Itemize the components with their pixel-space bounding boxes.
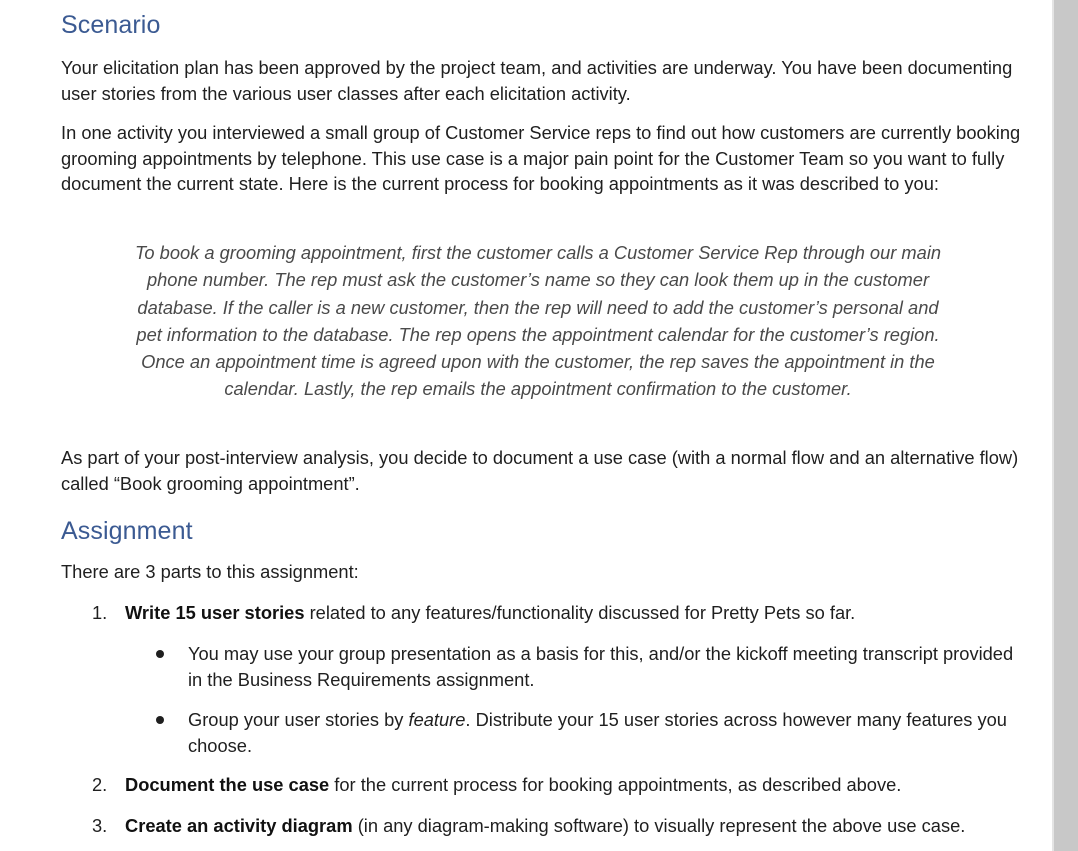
list-item-rest: related to any features/functionality discussed for Pretty Pets so far. [304,602,856,623]
scenario-paragraph-3: As part of your post-interview analysis, you decide to document a use case (with a normal flow and an alternative flow) called “Book grooming appointment”. [61,447,1019,494]
sub-list-item-text [188,707,1018,758]
list-item-bold: Write 15 user stories [125,602,305,623]
list-item-text [125,772,1025,798]
list-item-text [125,600,1025,626]
assignment-heading: Assignment [61,517,193,545]
scenario-heading: Scenario [61,11,161,39]
list-item-bold: Document the use case [125,774,330,795]
list-item-number: 2. [92,774,108,795]
sub-text-post: . Distribute your 15 user stories across however many features you choose. [188,709,1007,756]
list-item-bold: Create an activity diagram [125,815,353,836]
list-item-text [125,813,1025,839]
scenario-paragraph-1: Your elicitation plan has been approved by the project team, and activities are underway. You have been documenting user stories from the various user classes after each elicitation activity. [61,57,1013,104]
vertical-scrollbar[interactable] [1054,0,1078,851]
sub-list-item-text: You may use your group presentation as a basis for this, and/or the kickoff meeting transcript provided in the Business Requirements assignment. [188,643,1014,690]
sub-text-pre: Group your user stories by [188,709,409,730]
sub-text-italic: feature [408,709,466,730]
bullet-icon [156,716,164,724]
process-description-quote: To book a grooming appointment, first the customer calls a Customer Service Rep through our main phone number. The rep must ask the customer’s name so they can look them up in the customer database. If the caller is a new customer, then the rep will need to add the customer’s personal and pet information to the database. The rep opens the appointment calendar for the customer’s region. Once an appointment time is agreed upon with the customer, the rep saves the appointment in the calendar. Lastly, the rep emails the appointment confirmation to the customer. [134,242,942,400]
list-item-number: 1. [92,602,108,623]
list-item-rest: (in any diagram-making software) to visually represent the above use case. [352,815,966,836]
bullet-icon [156,650,164,658]
list-item-rest: for the current process for booking appointments, as described above. [329,774,902,795]
list-item-number: 3. [92,815,108,836]
scenario-paragraph-2: In one activity you interviewed a small group of Customer Service reps to find out how customers are currently booking grooming appointments by telephone. This use case is a major pain point for the Customer Team so you want to fully document the current state. Here is the current process for booking appointments as it was described to you: [61,122,1021,194]
assignment-intro: There are 3 parts to this assignment: [61,561,359,582]
